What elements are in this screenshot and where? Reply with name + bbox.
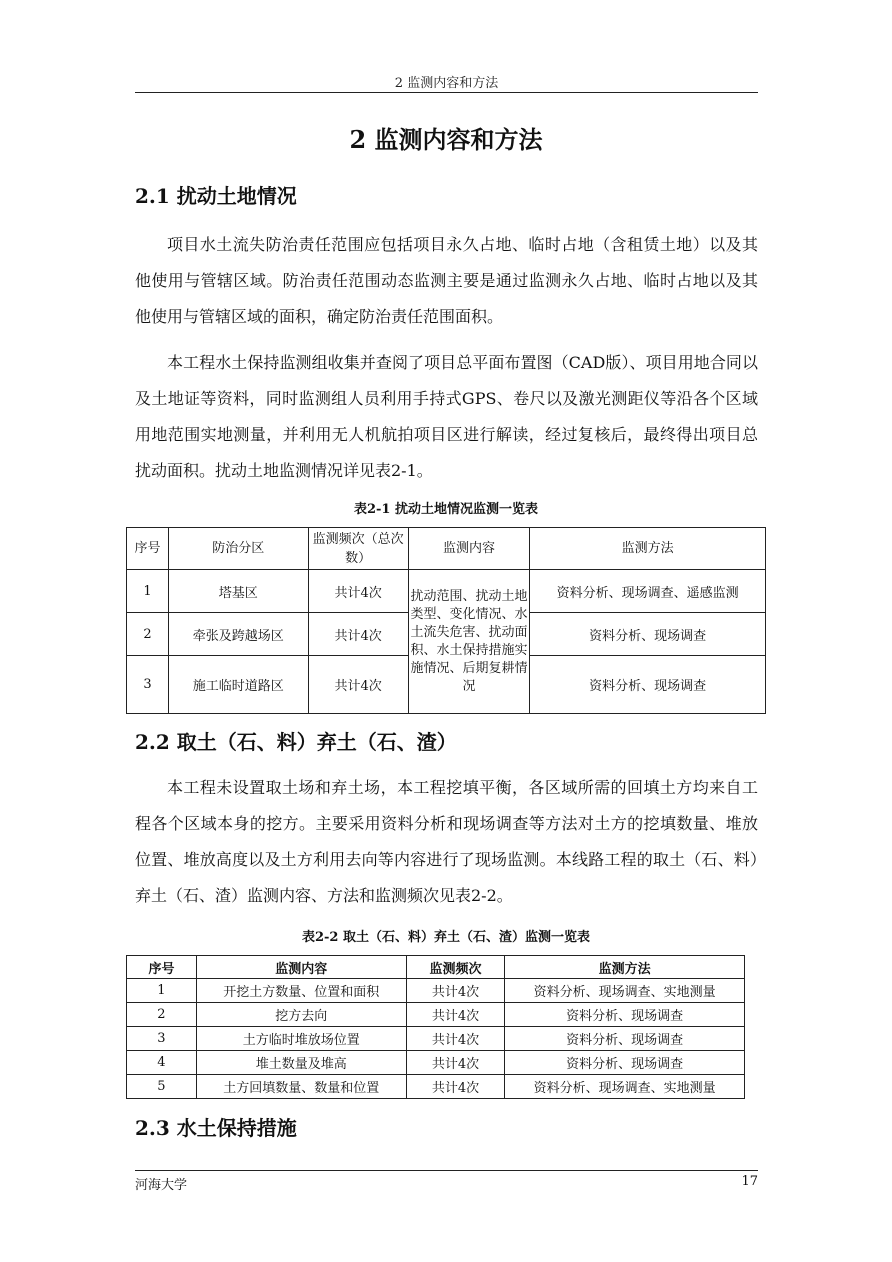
table-row [127, 1003, 745, 1027]
cell-freq: 共计4次 [308, 656, 408, 714]
header-cell: 监测内容 [408, 528, 530, 570]
header-cell: 监测频次 [406, 956, 505, 979]
cell-content: 挖方去向 [196, 1003, 406, 1027]
header-cell: 序号 [127, 956, 197, 979]
footer-institution: 河海大学 [135, 1178, 188, 1193]
cell-no: 1 [127, 570, 169, 613]
table-2-1-caption: 表2-1 扰动土地情况监测一览表 [353, 502, 538, 517]
cell-zone: 塔基区 [168, 570, 308, 613]
cell-no: 3 [127, 1027, 197, 1051]
paragraph: 本工程水土保持监测组收集并查阅了项目总平面布置图（CAD版）、项目用地合同以及土地证等资料，同时监测组人员利用手持式GPS、卷尺以及激光测距仪等沿各个区域用地范围实地测量，并利用无人机航拍项目区进行解读，经过复核后，最终得出项目总扰动面积。扰动土地监测情况详见表2-1。 [135, 353, 758, 480]
table-2-1 [126, 527, 766, 714]
header-divider [135, 92, 758, 93]
cell-no: 2 [127, 613, 169, 656]
cell-no: 5 [127, 1075, 197, 1099]
cell-freq: 共计4次 [308, 570, 408, 613]
cell-freq: 共计4次 [406, 1003, 505, 1027]
section-title-2-1: 2.1 扰动土地情况 [135, 184, 297, 208]
cell-method: 资料分析、现场调查、实地测量 [505, 1075, 745, 1099]
cell-content-merged: 扰动范围、扰动土地类型、变化情况、水土流失危害、扰动面积、水土保持措施实施情况、后期复耕情况 [408, 570, 530, 714]
cell-no: 2 [127, 1003, 197, 1027]
cell-method: 资料分析、现场调查 [505, 1051, 745, 1075]
section-title-2-3: 2.3 水土保持措施 [135, 1116, 297, 1140]
header-cell: 防治分区 [168, 528, 308, 570]
page-number: 17 [741, 1174, 758, 1189]
cell-content: 堆土数量及堆高 [196, 1051, 406, 1075]
section-title-2-2: 2.2 取土（石、料）弃土（石、渣） [135, 730, 457, 754]
cell-method: 资料分析、现场调查 [505, 1027, 745, 1051]
cell-content: 土方临时堆放场位置 [196, 1027, 406, 1051]
cell-freq: 共计4次 [308, 613, 408, 656]
section-2-2-body [135, 770, 758, 924]
header-cell: 监测内容 [196, 956, 406, 979]
cell-no: 4 [127, 1051, 197, 1075]
cell-no: 1 [127, 979, 197, 1003]
cell-freq: 共计4次 [406, 1075, 505, 1099]
table-row [127, 1051, 745, 1075]
table-row [127, 1027, 745, 1051]
section-2-1-body [135, 227, 758, 499]
cell-zone: 牵张及跨越场区 [168, 613, 308, 656]
header-cell: 监测方法 [530, 528, 766, 570]
cell-method: 资料分析、现场调查 [505, 1003, 745, 1027]
cell-freq: 共计4次 [406, 979, 505, 1003]
cell-no: 3 [127, 656, 169, 714]
header-cell: 序号 [127, 528, 169, 570]
footer-divider [135, 1170, 758, 1171]
header-cell: 监测频次（总次数） [308, 528, 408, 570]
cell-method: 资料分析、现场调查 [530, 656, 766, 714]
table-2-2-caption: 表2-2 取土（石、料）弃土（石、渣）监测一览表 [301, 930, 590, 945]
table-row [127, 1075, 745, 1099]
cell-method: 资料分析、现场调查 [530, 613, 766, 656]
running-header: 2 监测内容和方法 [394, 76, 499, 91]
cell-freq: 共计4次 [406, 1051, 505, 1075]
header-cell: 监测方法 [505, 956, 745, 979]
cell-freq: 共计4次 [406, 1027, 505, 1051]
paragraph: 项目水土流失防治责任范围应包括项目永久占地、临时占地（含租赁土地）以及其他使用与管辖区域。防治责任范围动态监测主要是通过监测永久占地、临时占地以及其他使用与管辖区域的面积，确定防治责任范围面积。 [135, 235, 758, 326]
table-header-row [127, 528, 766, 570]
cell-content: 土方回填数量、数量和位置 [196, 1075, 406, 1099]
cell-content: 开挖土方数量、位置和面积 [196, 979, 406, 1003]
paragraph: 本工程未设置取土场和弃土场，本工程挖填平衡，各区域所需的回填土方均来自工程各个区域本身的挖方。主要采用资料分析和现场调查等方法对土方的挖填数量、堆放位置、堆放高度以及土方利用去向等内容进行了现场监测。本线路工程的取土（石、料）弃土（石、渣）监测内容、方法和监测频次见表2-2。 [135, 778, 758, 905]
cell-method: 资料分析、现场调查、实地测量 [505, 979, 745, 1003]
chapter-title: 2 监测内容和方法 [349, 125, 543, 154]
table-2-2 [126, 955, 745, 1099]
table-header-row [127, 956, 745, 979]
cell-method: 资料分析、现场调查、遥感监测 [530, 570, 766, 613]
table-row [127, 979, 745, 1003]
table-row [127, 570, 766, 613]
cell-zone: 施工临时道路区 [168, 656, 308, 714]
